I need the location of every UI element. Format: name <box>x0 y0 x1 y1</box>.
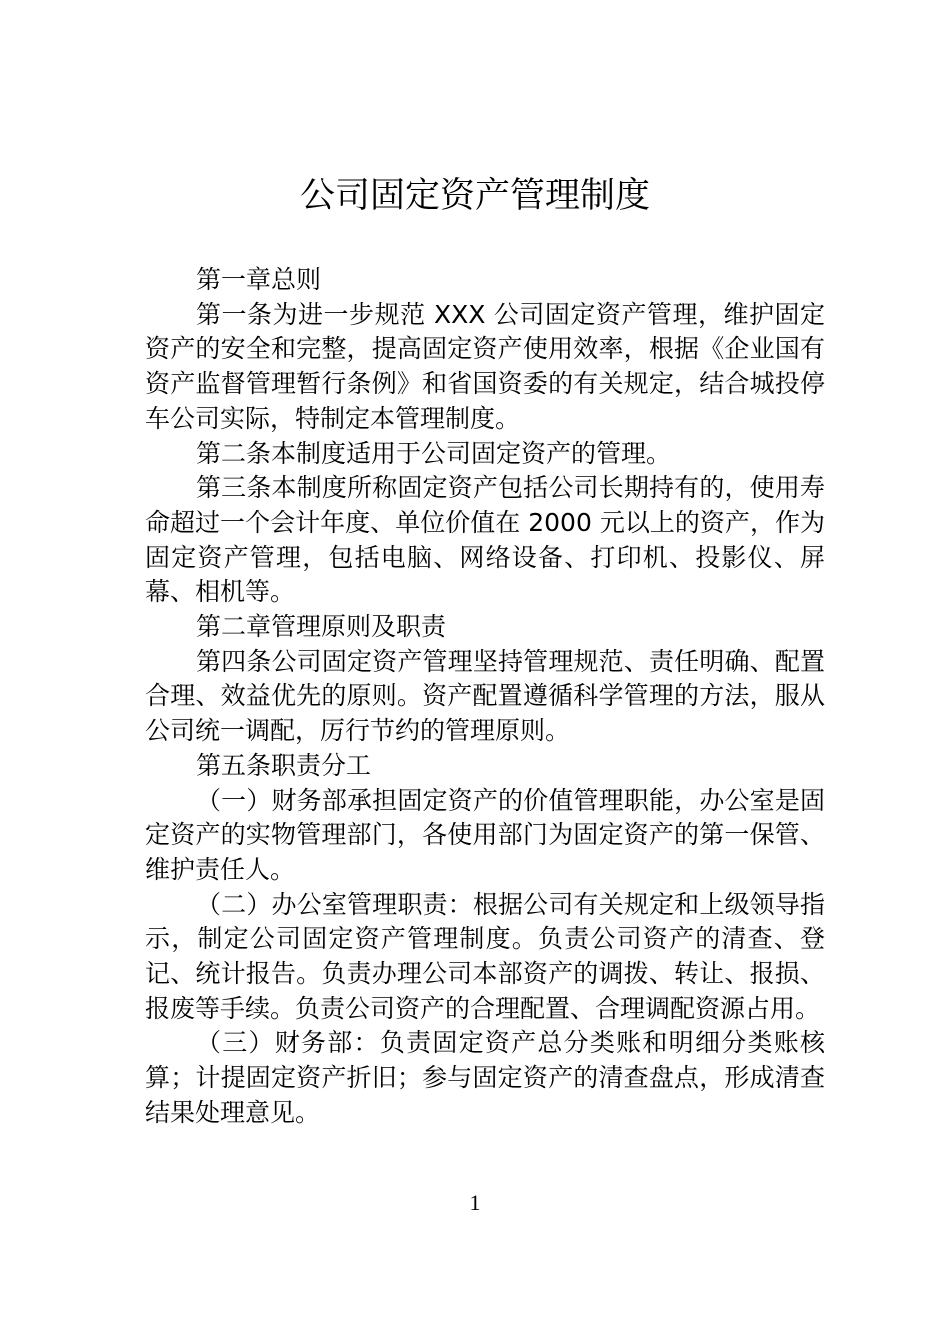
article-paragraph: （一）财务部承担固定资产的价值管理职能，办公室是固定资产的实物管理部门，各使用部门为固定资产的第一保管、维护责任人。 <box>145 785 825 884</box>
chapter-heading: 第一章总则 <box>196 265 322 294</box>
article-paragraph: 第四条公司固定资产管理坚持管理规范、责任明确、配置合理、效益优先的原则。资产配置遵循科学管理的方法，服从公司统一调配，厉行节约的管理原则。 <box>145 646 825 746</box>
article-paragraph: （二）办公室管理职责：根据公司有关规定和上级领导指示，制定公司固定资产管理制度。负责公司资产的清查、登记、统计报告。负责办理公司本部资产的调拨、转让、报损、报废等手续。负责公司资产的合理配置、合理调配资源占用。 <box>145 889 825 1023</box>
document-body <box>145 263 825 1131</box>
article-paragraph: （三）财务部：负责固定资产总分类账和明细分类账核算；计提固定资产折旧；参与固定资产的清查盘点，形成清查结果处理意见。 <box>145 1028 825 1127</box>
article-paragraph: 第五条职责分工 <box>196 750 372 780</box>
chapter-heading: 第二章管理原则及职责 <box>196 612 447 642</box>
article-paragraph: 第一条为进一步规范 XXX 公司固定资产管理，维护固定资产的安全和完整，提高固定资产使用效率，根据《企业国有资产监督管理暂行条例》和省国资委的有关规定，结合城投停车公司实际，特制定本管理制度。 <box>145 299 825 433</box>
page-number: 1 <box>469 1190 481 1215</box>
article-paragraph: 第三条本制度所称固定资产包括公司长期持有的，使用寿命超过一个会计年度、单位价值在 2000 元以上的资产，作为固定资产管理，包括电脑、网络设备、打印机、投影仪、屏幕、相机等。 <box>145 473 825 607</box>
article-paragraph: 第二条本制度适用于公司固定资产的管理。 <box>196 438 672 468</box>
document-title: 公司固定资产管理制度 <box>299 176 650 216</box>
